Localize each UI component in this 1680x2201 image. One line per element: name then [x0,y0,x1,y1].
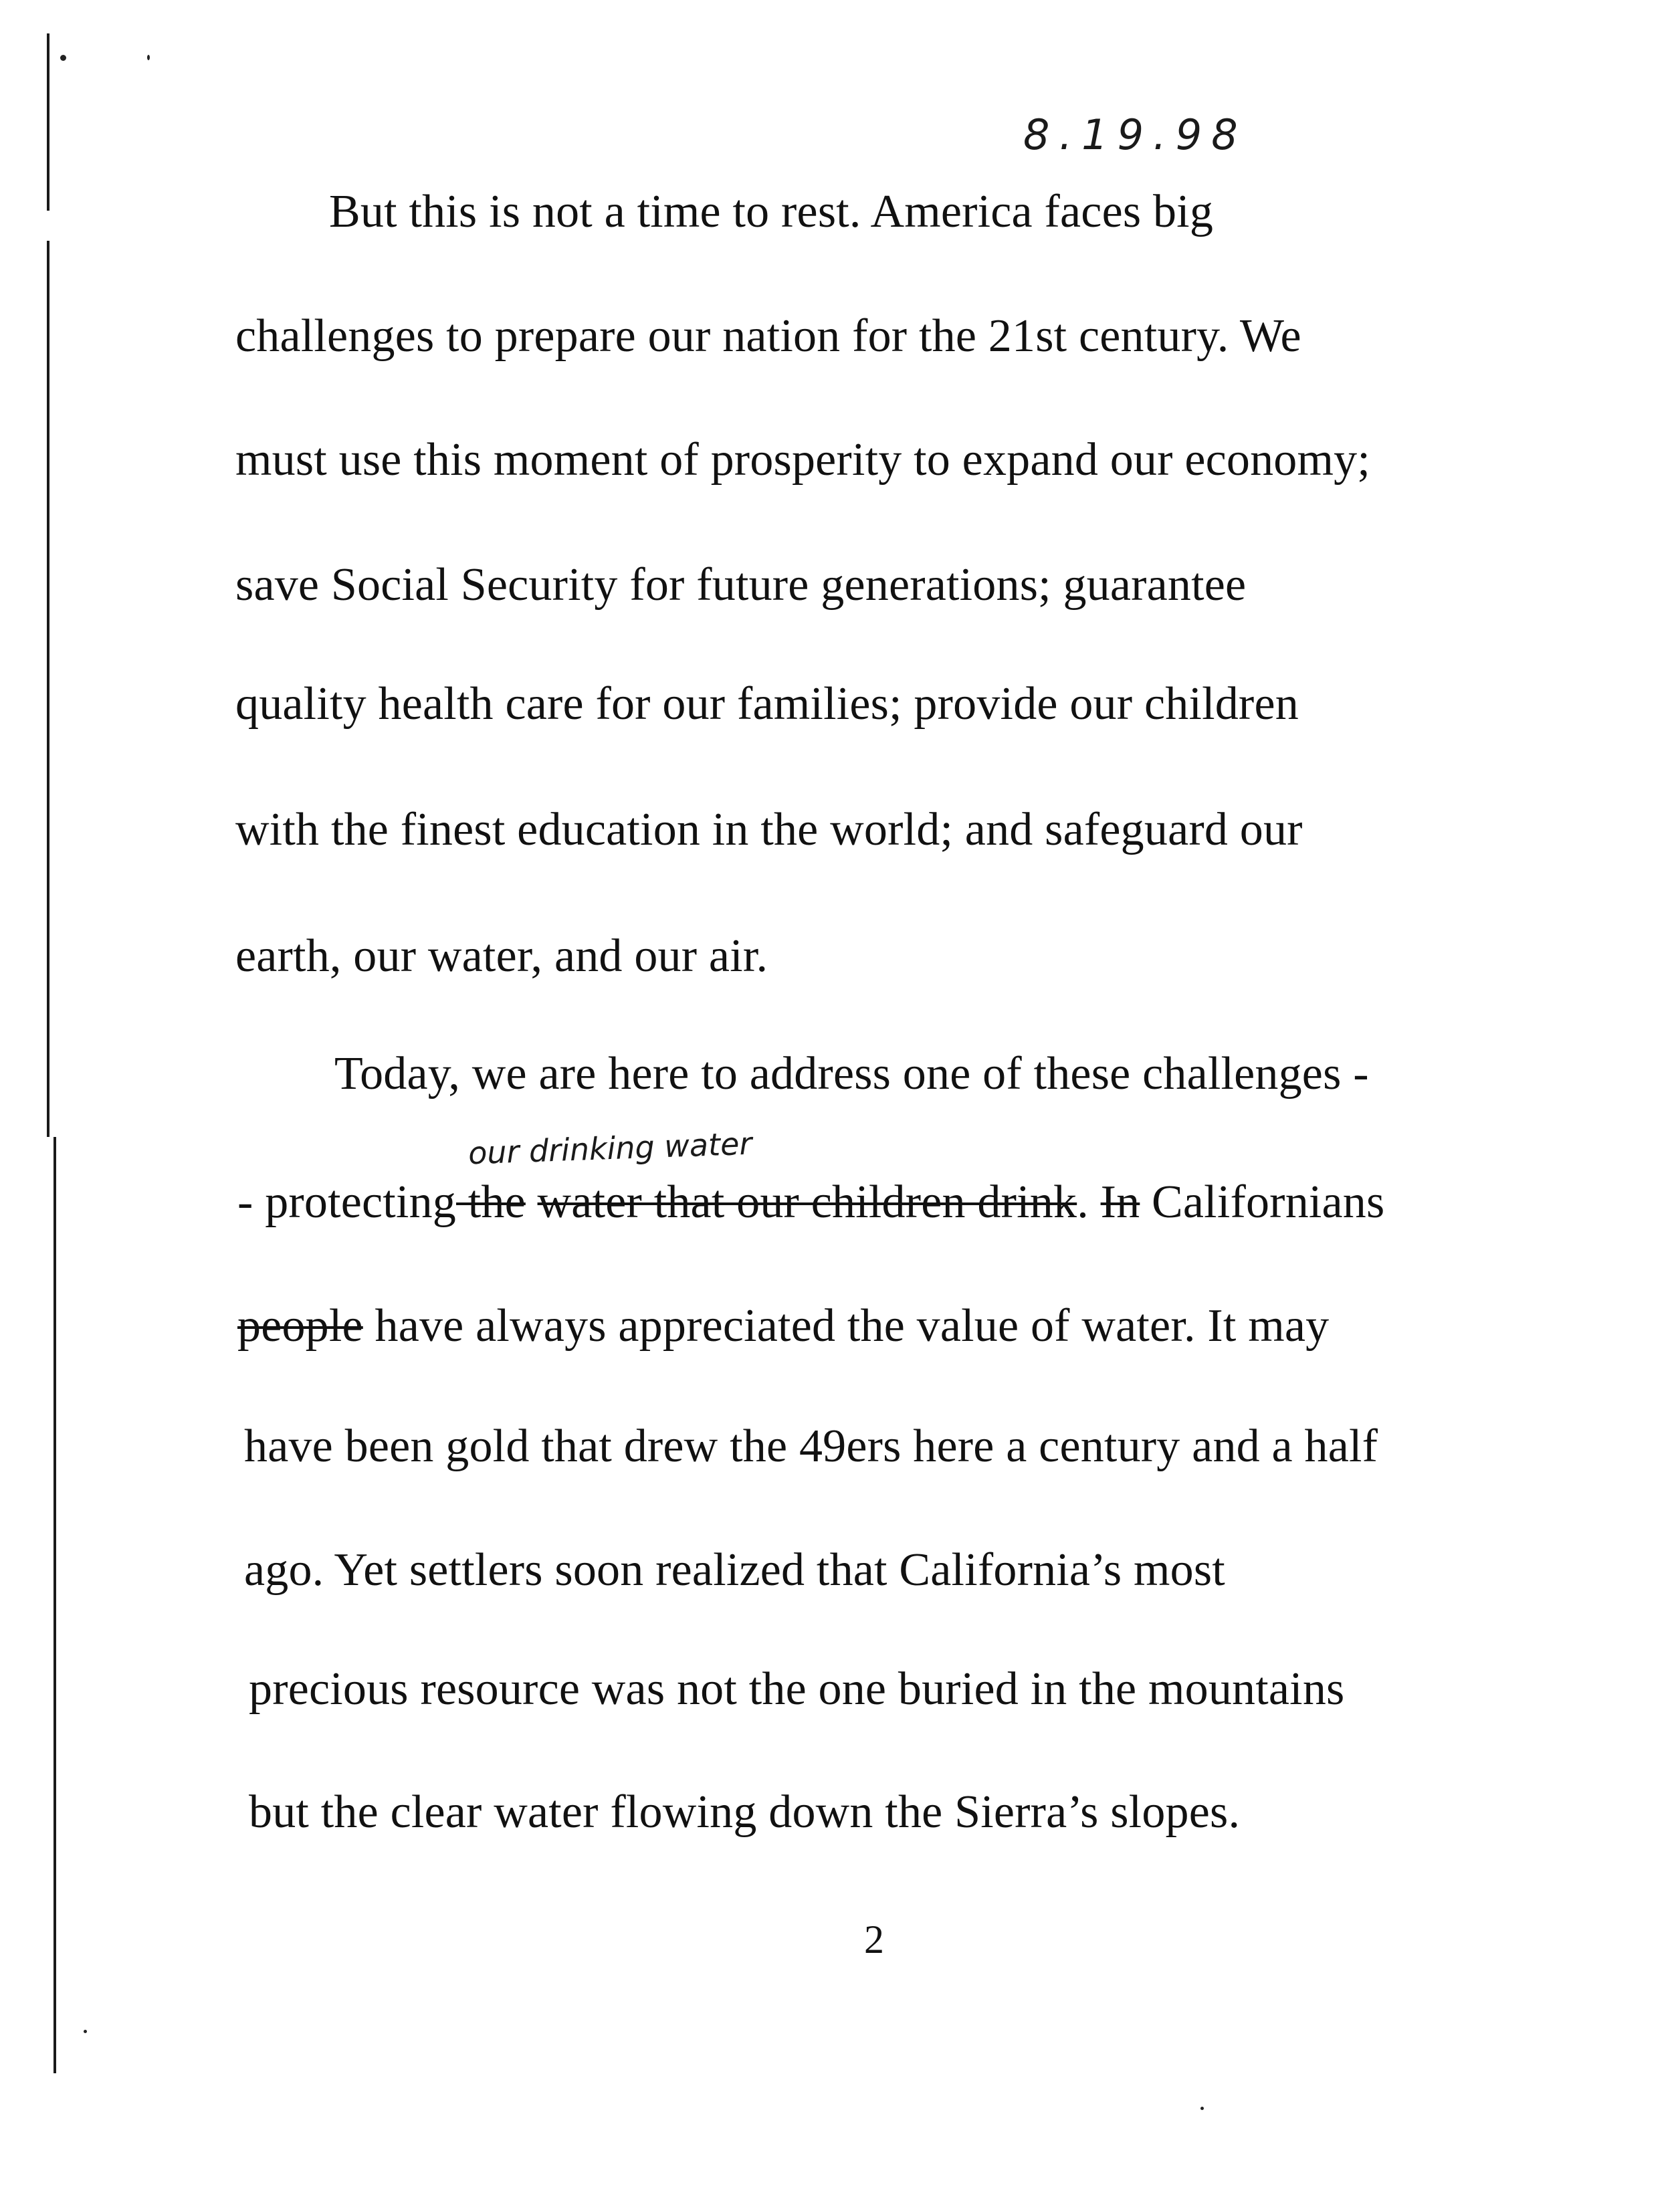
paragraph-2-line-7: but the clear water flowing down the Sierra’s slopes. [249,1786,1241,1838]
line-2-start: - protecting [237,1176,457,1228]
scan-speck [1200,2107,1204,2110]
line-2-space [526,1176,538,1228]
struck-phrase: water that our children drink [537,1176,1077,1228]
paragraph-2-line-5: ago. Yet settlers soon realized that California’s most [244,1544,1225,1596]
paragraph-1-line-3: must use this moment of prosperity to expand our economy; [235,434,1370,486]
scan-speck [84,2030,87,2033]
paragraph-1-line-4: save Social Security for future generations; guarantee [235,559,1247,611]
paragraph-2-line-6: precious resource was not the one buried in the mountains [249,1663,1345,1715]
struck-word-people: people [237,1300,363,1352]
paragraph-2-line-1: Today, we are here to address one of these challenges - [334,1048,1369,1099]
line-2-period: . [1077,1176,1101,1228]
line-2-end: Californians [1140,1176,1385,1228]
scan-speck [147,55,150,60]
paragraph-1-line-6: with the finest education in the world; and safeguard our [235,804,1303,855]
line-3-rest: have always appreciated the value of water. It may [362,1300,1330,1352]
scan-edge-line-bottom [54,1137,56,2073]
struck-word-in: In [1100,1176,1140,1228]
scan-edge-line-middle [47,241,49,1137]
page-number: 2 [864,1917,884,1962]
paragraph-1-line-1: But this is not a time to rest. America faces big [329,186,1214,237]
struck-word-the: the [456,1176,526,1228]
paragraph-1-line-7: earth, our water, and our air. [235,930,768,982]
paragraph-2-line-3 [237,1299,1329,1353]
paragraph-1-line-2: challenges to prepare our nation for the 21st century. We [235,310,1301,362]
paragraph-1-line-5: quality health care for our families; provide our children [235,678,1299,730]
paragraph-2-line-2 [237,1176,1384,1229]
handwritten-insertion: our drinking water [467,1125,753,1172]
paragraph-2-line-4: have been gold that drew the 49ers here a century and a half [244,1421,1378,1472]
handwritten-date: 8.19.98 [1023,110,1247,159]
scan-speck [60,55,66,61]
scan-edge-line-top [47,33,49,211]
